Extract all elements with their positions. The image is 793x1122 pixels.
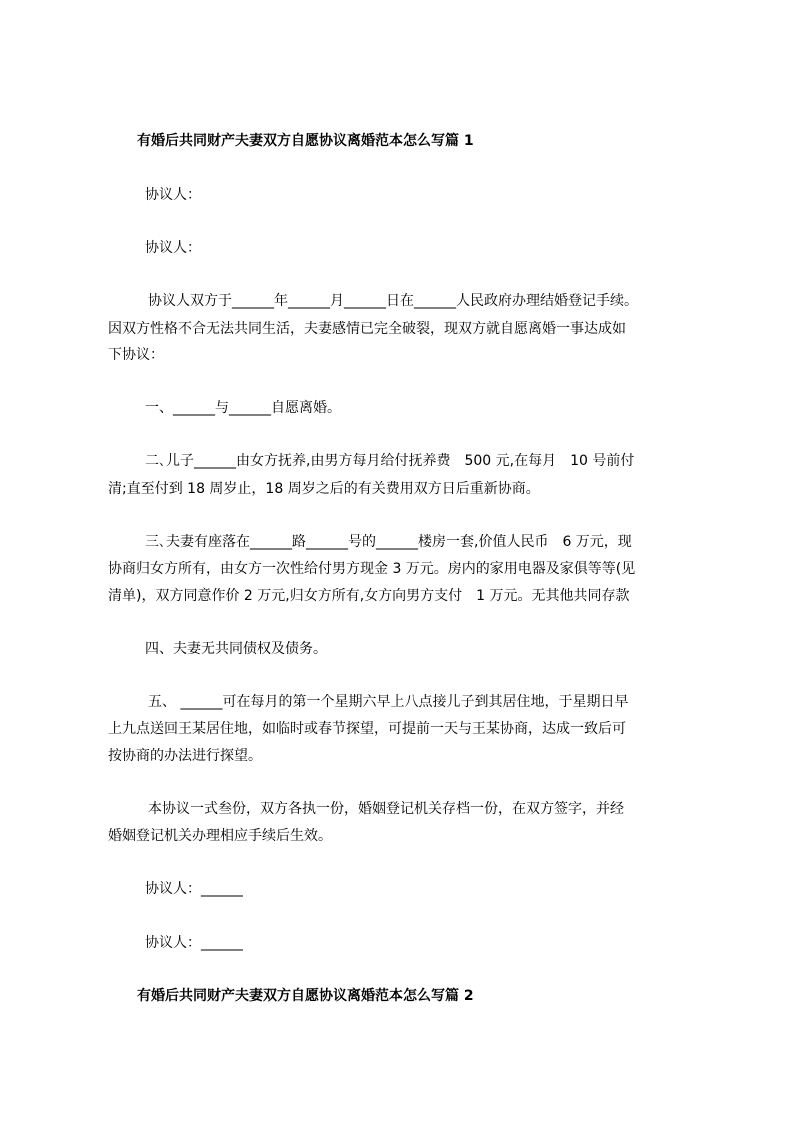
clause-5-line-2: 上九点送回王某居住地，如临时或春节探望，可提前一天与王某协商，达成一致后可 (108, 721, 626, 737)
clause-3-line-3: 清单)，双方同意作价 2 万元,归女方所有,女方向男方支付 1 万元。无其他共同存款 (108, 588, 630, 604)
clause-5-line-3: 按协商的办法进行探望。 (108, 748, 262, 764)
section-2-title: 有婚后共同财产夫妻双方自愿协议离婚范本怎么写篇 2 (137, 988, 474, 1004)
clause-4: 四、夫妻无共同债权及债务。 (145, 641, 327, 657)
clause-3-line-2: 协商归女方所有，由女方一次性给付男方现金 3 万元。房内的家用电器及家俱等等(见 (108, 561, 636, 577)
section-1-title: 有婚后共同财产夫妻双方自愿协议离婚范本怎么写篇 1 (137, 133, 474, 149)
clause-3-line-1: 三､夫妻有座落在______路______号的______楼房一套,价值人民币 6 万元，现 (145, 534, 632, 550)
clause-2-line-1: 二､儿子______由女方抚养,由男方每月给付抚养费 500 元,在每月 10 号前付 (145, 453, 635, 469)
closing-line-1: 本协议一式叁份，双方各执一份，婚姻登记机关存档一份，在双方签字，并经 (148, 801, 624, 817)
signature-line-2: 协议人：______ (145, 935, 243, 951)
clause-5-line-1: 五、 ______可在每月的第一个星期六早上八点接儿子到其居住地，于星期日早 (148, 694, 629, 710)
clause-1: 一、______与______自愿离婚。 (145, 400, 341, 416)
intro-line-3: 下协议： (108, 347, 164, 363)
intro-line-2: 因双方性格不合无法共同生活，夫妻感情已完全破裂，现双方就自愿离婚一事达成如 (108, 321, 626, 337)
clause-2-line-2: 清;直至付到 18 周岁止，18 周岁之后的有关费用双方日后重新协商。 (108, 481, 540, 497)
party-label-2: 协议人： (145, 240, 201, 256)
signature-line-1: 协议人：______ (145, 881, 243, 897)
closing-line-2: 婚姻登记机关办理相应手续后生效。 (108, 828, 332, 844)
intro-line-1: 协议人双方于______年______月______日在______人民政府办理结婚登记手续。 (148, 293, 638, 309)
party-label-1: 协议人： (145, 187, 201, 203)
